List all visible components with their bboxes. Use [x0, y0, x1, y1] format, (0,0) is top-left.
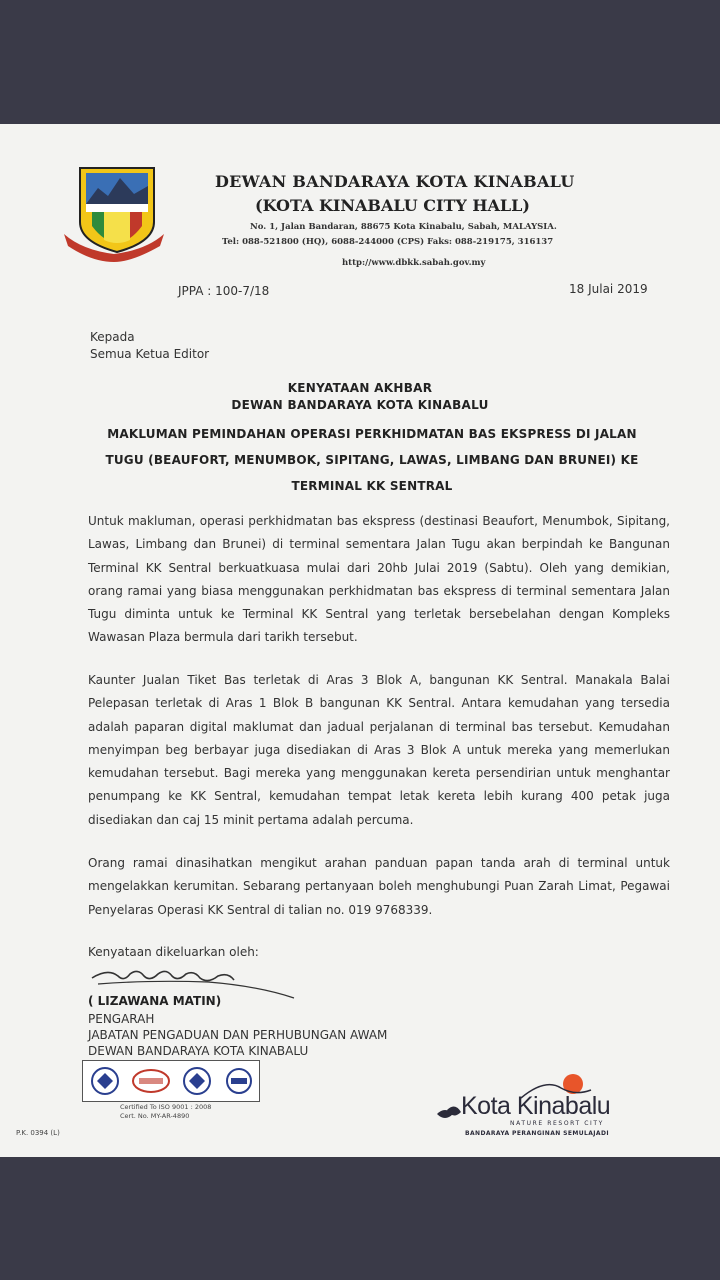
city-crest-logo [62, 164, 166, 264]
issued-by-label: Kenyataan dikeluarkan oleh: [88, 945, 259, 959]
body-paragraph: Orang ramai dinasihatkan mengikut arahan panduan papan tanda arah di terminal untuk mengelakkan kerumitan. Sebarang pertanyaan boleh menghubungi Puan Zarah Limat, Pegawai Penyelaras Operasi KK Sentral di talian no. 019 9768339. [88, 856, 670, 917]
org-phone-fax: Tel: 088-521800 (HQ), 6088-244000 (CPS) Faks: 088-219175, 316137 [222, 237, 554, 247]
signatory-organisation: DEWAN BANDARAYA KOTA KINABALU [88, 1044, 309, 1058]
quality-badge-icon [179, 1066, 215, 1096]
body-paragraph: Kaunter Jualan Tiket Bas terletak di Aras 3 Blok A, bangunan KK Sentral. Manakala Balai Pelepasan terletak di Aras 1 Blok B bangunan KK Sentral. Antara kemudahan yang tersedia adalah paparan digital maklumat dan jadual perjalanan di terminal bas tersebut. Kemudahan menyimpan beg berbayar juga disediakan di Aras 3 Blok A untuk mereka yang memerlukan kemudahan tersebut. Bagi mereka yang menggunakan kereta persendirian untuk menghantar penumpang ke KK Sentral, kemudahan tempat letak kereta lebih kurang 400 petak juga disediakan dan caj 15 minit pertama adalah percuma. [88, 673, 670, 827]
signatory-department: JABATAN PENGADUAN DAN PERHUBUNGAN AWAM [88, 1028, 388, 1042]
recipient-line: Semua Ketua Editor [90, 347, 210, 361]
recipient-line: Kepada [90, 330, 135, 344]
brand-tagline: NATURE RESORT CITY [510, 1120, 604, 1127]
certification-logos [82, 1060, 260, 1102]
iso-badge-icon [223, 1066, 255, 1096]
subject-title: MAKLUMAN PEMINDAHAN OPERASI PERKHIDMATAN BAS EKSPRESS DI JALAN TUGU (BEAUFORT, MENUMBOK, SIPITANG, LAWAS, LIMBANG DAN BRUNEI) KE TERMINAL KK SENTRAL [105, 427, 639, 493]
certification-line: Certified To ISO 9001 : 2008 [120, 1103, 212, 1111]
letter-page [0, 124, 720, 1157]
body-paragraph: Untuk makluman, operasi perkhidmatan bas ekspress (destinasi Beaufort, Menumbok, Sipitang, Lawas, Limbang dan Brunei) di terminal sementara Jalan Tugu akan berpindah ke Bangunan Terminal KK Sentral berkuatkuasa mulai dari 20hb Julai 2019 (Sabtu). Oleh yang demikian, orang ramai yang biasa menggunakan perkhidmatan bas ekspress di terminal sementara Jalan Tugu diminta untuk ke Terminal KK Sentral yang terletak bersebelahan dengan Kompleks Wawasan Plaza bermula dari tarikh tersebut. [88, 514, 670, 645]
press-release-heading: KENYATAAN AKHBAR [287, 381, 433, 395]
reference-number: JPPA : 100-7/18 [178, 284, 270, 298]
signatory-title: PENGARAH [88, 1012, 155, 1026]
press-release-issuer: DEWAN BANDARAYA KOTA KINABALU [231, 398, 489, 412]
recipient-block [90, 329, 209, 363]
certification-seal-icon [131, 1068, 171, 1094]
brand-subtagline: BANDARAYA PERANGINAN SEMULAJADI [465, 1130, 609, 1137]
signatory-name: ( LIZAWANA MATIN) [88, 994, 222, 1008]
org-website: http://www.dbkk.sabah.gov.my [342, 258, 486, 268]
certification-line: Cert. No. MY-AR-4890 [120, 1112, 190, 1120]
org-address: No. 1, Jalan Bandaran, 88675 Kota Kinabalu, Sabah, MALAYSIA. [250, 222, 557, 232]
org-name-malay: DEWAN BANDARAYA KOTA KINABALU [215, 172, 575, 191]
form-code: P.K. 0394 (L) [16, 1129, 60, 1137]
quality-badge-icon [87, 1066, 123, 1096]
certification-text [120, 1103, 211, 1121]
letter-date: 18 Julai 2019 [569, 282, 648, 296]
org-name-english: (KOTA KINABALU CITY HALL) [255, 196, 530, 215]
brand-wordmark: Kota Kinabalu [461, 1092, 611, 1120]
